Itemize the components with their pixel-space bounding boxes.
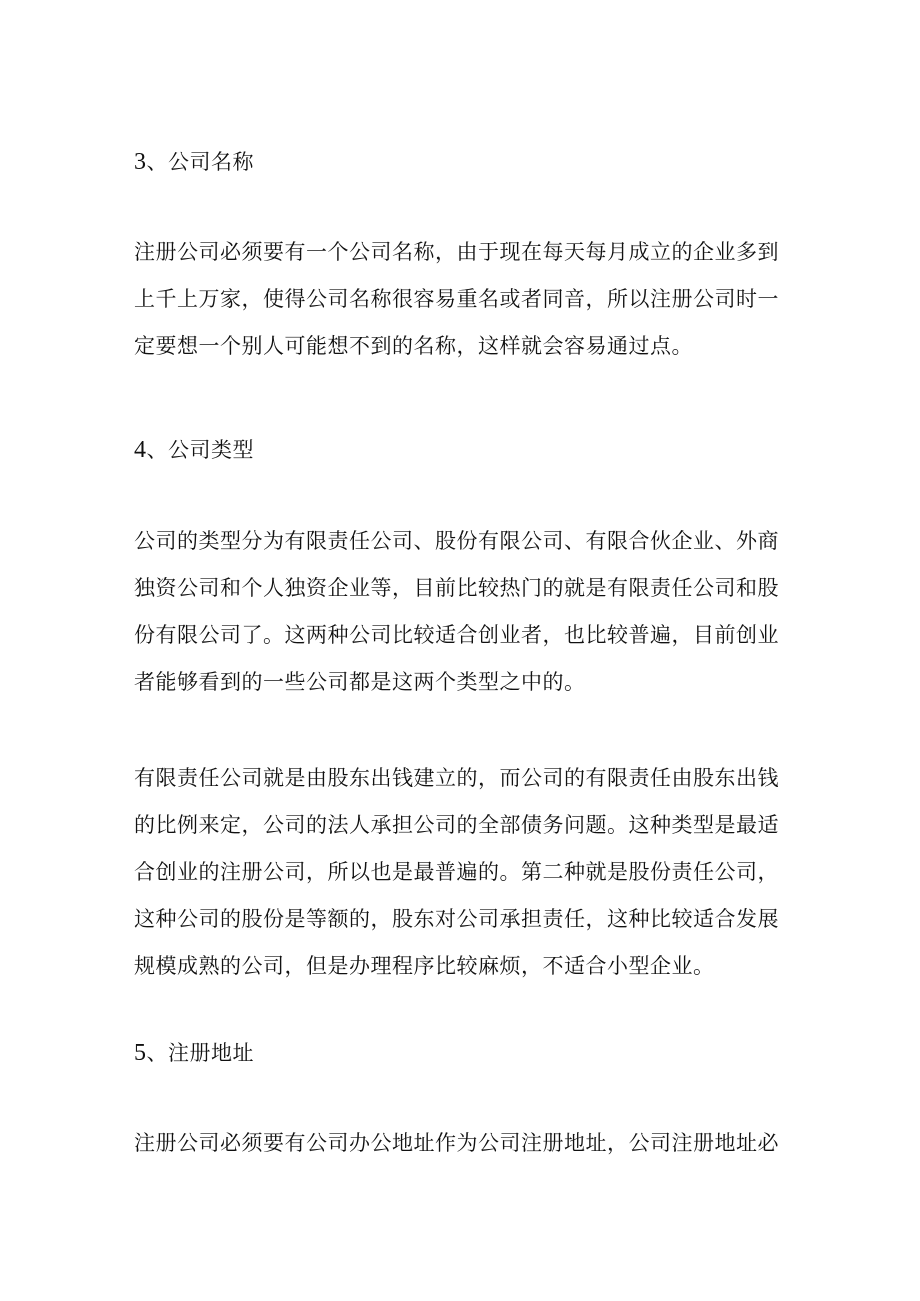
paragraph-line: 上千上万家，使得公司名称很容易重名或者同音，所以注册公司时一	[134, 287, 779, 311]
paragraph-line: 注册公司必须要有一个公司名称，由于现在每天每月成立的企业多到	[134, 240, 779, 264]
paragraph-line: 合创业的注册公司，所以也是最普遍的。第二种就是股份责任公司，	[134, 860, 779, 884]
paragraph-line: 规模成熟的公司，但是办理程序比较麻烦，不适合小型企业。	[134, 954, 715, 978]
section-number: 5	[134, 1040, 147, 1066]
section-title: 、注册地址	[146, 1041, 254, 1065]
paragraph-registered-address	[134, 1120, 794, 1167]
paragraph-line: 公司的类型分为有限责任公司、股份有限公司、有限合伙企业、外商	[134, 529, 779, 553]
section-heading-4	[134, 435, 794, 465]
paragraph-line: 者能够看到的一些公司都是这两个类型之中的。	[134, 670, 586, 694]
paragraph-company-types	[134, 518, 794, 706]
paragraph-line: 注册公司必须要有公司办公地址作为公司注册地址，公司注册地址必	[134, 1131, 779, 1155]
paragraph-line: 有限责任公司就是由股东出钱建立的，而公司的有限责任由股东出钱	[134, 766, 779, 790]
paragraph-company-name	[134, 229, 794, 370]
paragraph-line: 的比例来定，公司的法人承担公司的全部债务问题。这种类型是最适	[134, 813, 779, 837]
section-title: 、公司类型	[146, 438, 254, 462]
paragraph-line: 这种公司的股份是等额的，股东对公司承担责任，这种比较适合发展	[134, 907, 779, 931]
paragraph-line: 独资公司和个人独资企业等，目前比较热门的就是有限责任公司和股	[134, 576, 779, 600]
paragraph-limited-liability	[134, 755, 794, 990]
section-title: 、公司名称	[146, 150, 254, 174]
section-number: 3	[134, 149, 147, 175]
paragraph-line: 定要想一个别人可能想不到的名称，这样就会容易通过点。	[134, 334, 693, 358]
paragraph-line: 份有限公司了。这两种公司比较适合创业者，也比较普遍，目前创业	[134, 623, 779, 647]
section-heading-5	[134, 1038, 794, 1068]
section-heading-3	[134, 147, 794, 177]
section-number: 4	[134, 437, 147, 463]
